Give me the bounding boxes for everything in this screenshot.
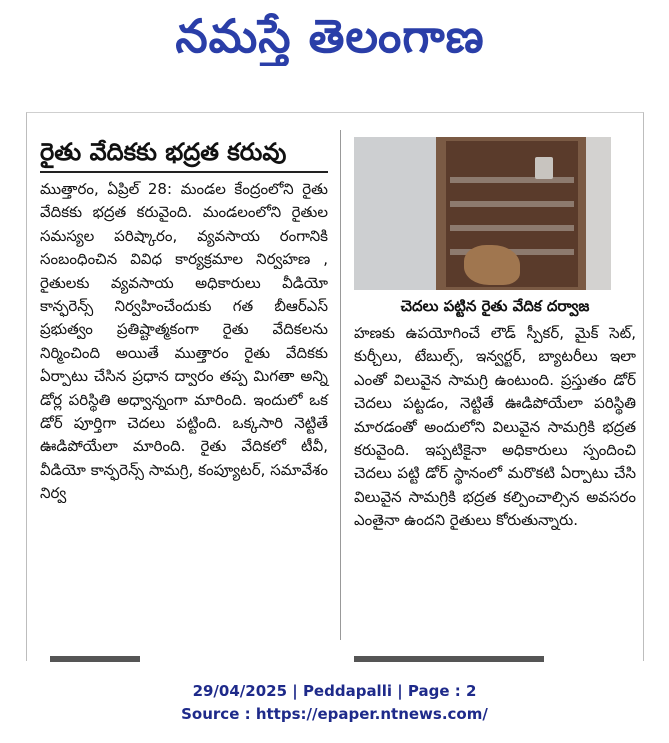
footer-source: Source : https://epaper.ntnews.com/ xyxy=(181,705,488,723)
left-column xyxy=(40,178,328,506)
door-photo xyxy=(354,137,611,290)
photo-caption: చెదలు పట్టిన రైతు వేదిక దర్వాజ xyxy=(400,297,590,315)
footer-date-edition: 29/04/2025 | Peddapalli | Page : 2 xyxy=(192,682,477,700)
right-column xyxy=(354,322,636,533)
column-divider xyxy=(340,130,341,640)
masthead-title: నమస్తే తెలంగాణ xyxy=(175,9,485,63)
cutoff-text-right xyxy=(354,656,544,662)
cutoff-text-left xyxy=(50,656,140,662)
left-column-text: ముత్తారం, ఏప్రిల్ 28: మండల కేంద్రంలోని రైతు వేదికకు భద్రత కరువైంది. మండలంలోని రైతుల సమస్యల పరిష్కారం, వ్యవసాయ రంగానికి సంబంధించిన వివిధ కార్యక్రమాల నిర్వహణ , రైతులకు వ్యవసాయ అధికారులు వీడియో కాన్ఫరెన్స్ నిర్వహించేందుకు గత బీఆర్ఎస్ ప్రభుత్వం ప్రతిష్టాత్మకంగా రైతు వేదికలను నిర్మించింది అయితే ముత్తారం రైతు వేదికకు ఏర్పాటు చేసిన ప్రధాన ద్వారం తప్ప మిగతా అన్ని డోర్ల పరిస్థితి అధ్వాన్నంగా మారింది. ఇందులో ఒక డోర్ పూర్తిగా చెదలు పట్టింది. ఒక్కసారి నెట్టితే ఊడిపోయేలా మారింది. రైతు వేదికలో టీవీ, వీడియో కాన్ఫరెన్స్ సామగ్రి, కంప్యూటర్, సమావేశం నిర్వ xyxy=(40,180,328,503)
headline-rule xyxy=(40,171,328,173)
article-headline: రైతు వేదికకు భద్రత కరువు xyxy=(40,138,287,166)
right-column-text: హణకు ఉపయోగించే లౌడ్ స్పీకర్, మైక్ సెట్, కుర్చీలు, టేబుల్స్, ఇన్వర్టర్, బ్యాటరీలు ఇలా ఎంతో విలువైన సామగ్రి ఉంటుంది. ప్రస్తుతం డోర్ చెదలు పట్టడం, నెట్టితే ఊడిపోయేలా పరిస్థితి మారడంతో అందులోని విలువైన సామగ్రికి భద్రత కరువైంది. ఇప్పటికైనా అధికారులు స్పందించి చెదలు పట్టి డోర్ స్థానంలో మరొకటి ఏర్పాటు చేసి విలువైన సామగ్రికి భద్రత కల్పించాల్సిన అవసరం ఎంతైనా ఉందని రైతులు కోరుతున్నారు. xyxy=(354,324,636,530)
